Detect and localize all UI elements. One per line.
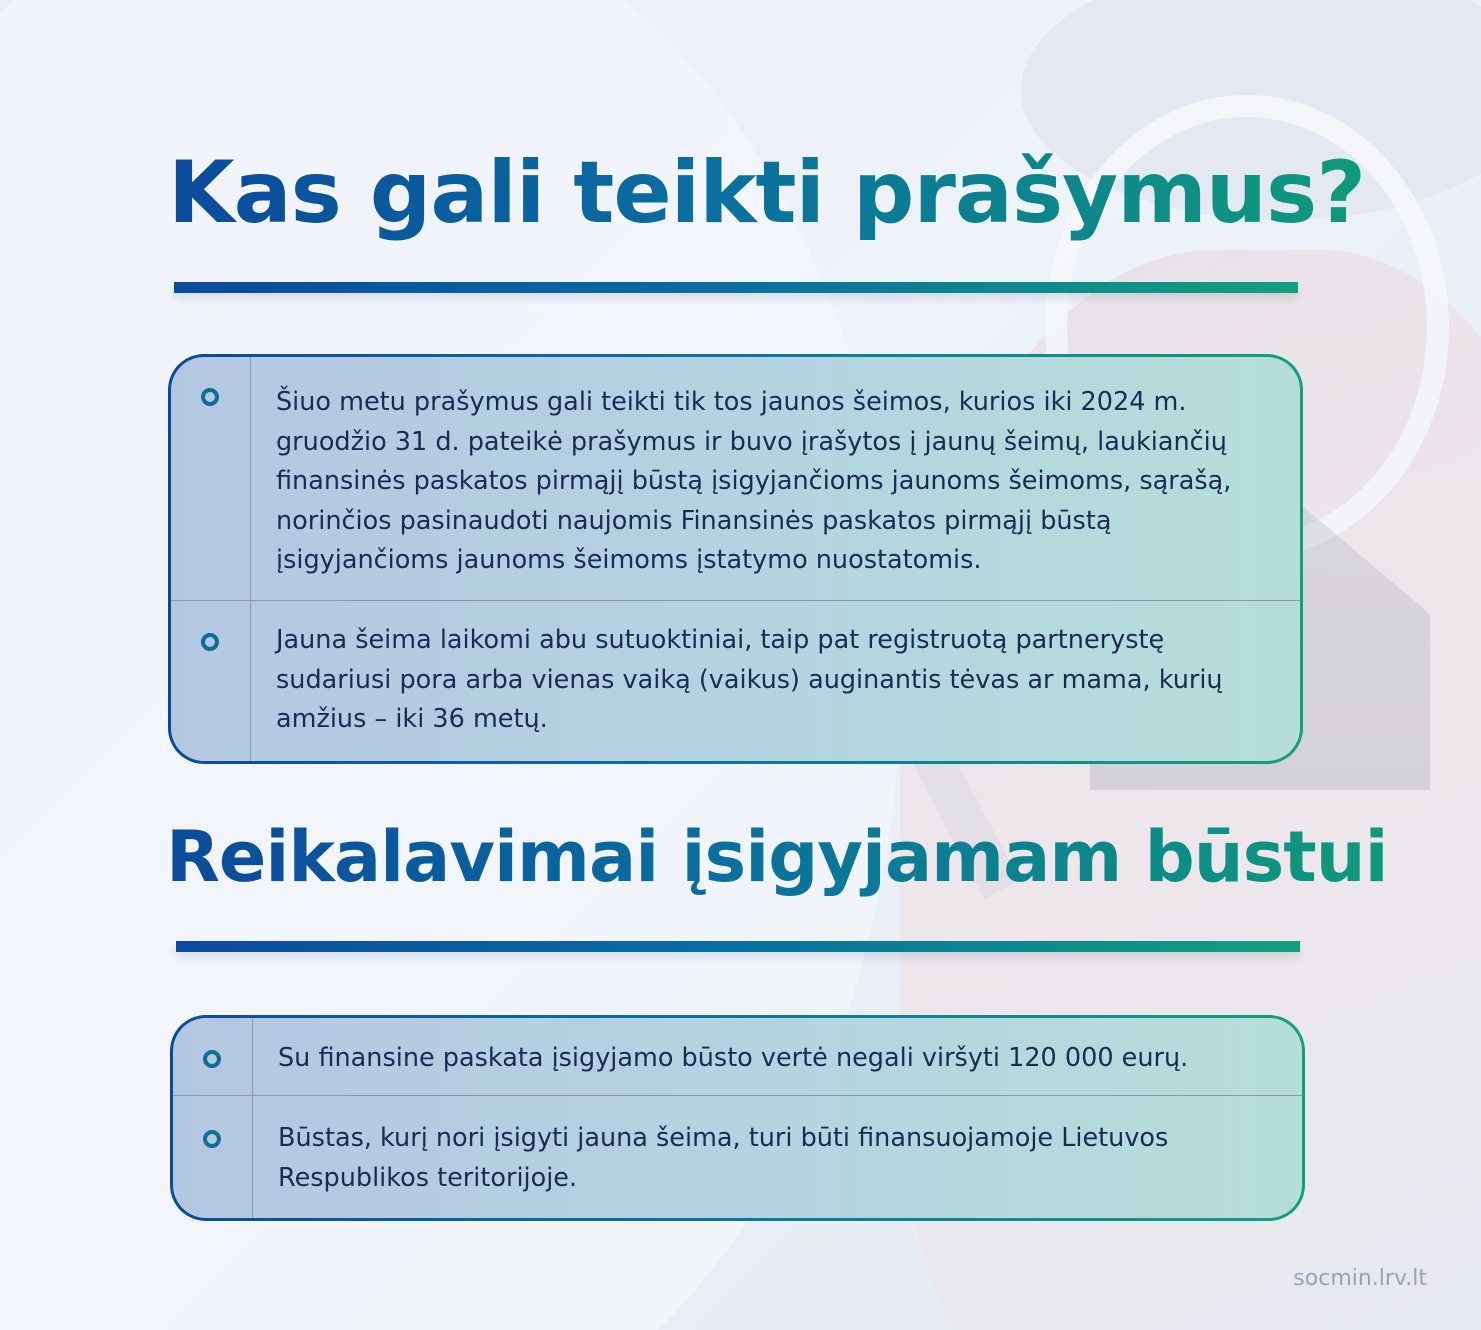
section2-title: Reikalavimai įsigyjamam būstui bbox=[166, 812, 1388, 902]
card-row-divider bbox=[171, 600, 1300, 601]
circle-bullet-icon bbox=[201, 633, 219, 651]
card-row-divider bbox=[173, 1095, 1302, 1096]
section2-card bbox=[170, 1015, 1305, 1221]
circle-bullet-icon bbox=[203, 1130, 221, 1148]
card-column-divider bbox=[252, 1018, 253, 1218]
card-column-divider bbox=[250, 357, 251, 761]
list-item-text: Jauna šeima laikomi abu sutuoktiniai, taip pat registruotą partnerystę sudariusi pora arba vienas vaiką (vaikus) auginantis tėvas ar mama, kurių amžius – iki 36 metų. bbox=[276, 625, 1223, 735]
section1-card bbox=[168, 354, 1303, 764]
section2-divider bbox=[176, 941, 1300, 952]
section1-divider bbox=[174, 282, 1298, 293]
footer-url: socmin.lrv.lt bbox=[1293, 1266, 1427, 1291]
list-item-text: Su finansine paskata įsigyjamo būsto vertė negali viršyti 120 000 eurų. bbox=[278, 1043, 1189, 1073]
list-item-text: Šiuo metu prašymus gali teikti tik tos jaunos šeimos, kurios iki 2024 m. gruodžio 31 d. pateikė prašymus ir buvo įrašytos į jaunų šeimų, laukiančių finansinės paskatos pirmąjį būstą įsigyjančioms jaunoms šeimoms, sąrašą, norinčios pasinaudoti naujomis Finansinės paskatos pirmąjį būstą įsigyjančioms jaunoms šeimoms įstatymo nuostatomis. bbox=[276, 387, 1232, 576]
circle-bullet-icon bbox=[201, 388, 219, 406]
list-item-text: Būstas, kurį nori įsigyti jauna šeima, turi būti finansuojamoje Lietuvos Respublikos teritorijoje. bbox=[278, 1123, 1169, 1193]
section1-title: Kas gali teikti prašymus? bbox=[168, 138, 1365, 248]
circle-bullet-icon bbox=[203, 1050, 221, 1068]
